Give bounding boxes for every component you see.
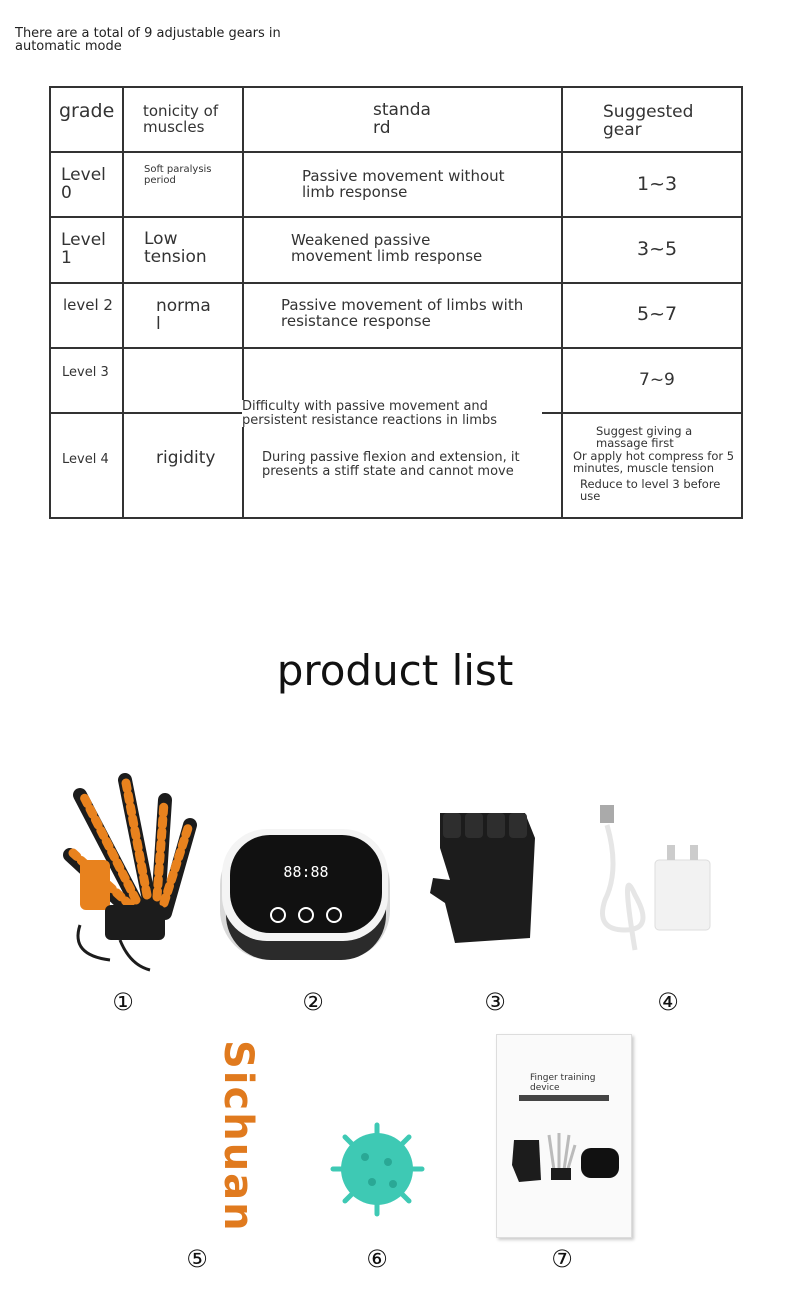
header-standard: standa rd [373, 100, 431, 138]
intro-text: There are a total of 9 adjustable gears in automatic mode [15, 26, 281, 54]
row3-standard: Difficulty with passive movement and persistent resistance reactions in limbs [242, 400, 542, 427]
gear-table [49, 86, 743, 519]
charger-cable-image [595, 800, 725, 965]
black-glove-image [425, 808, 545, 948]
row1-gear: 3~5 [637, 238, 678, 260]
number-5: ⑤ [186, 1245, 208, 1273]
row3-grade: Level 3 [62, 365, 109, 380]
controller-image [218, 825, 393, 970]
row2-standard: Passive movement of limbs with resistance response [281, 296, 524, 330]
massage-ball-image [330, 1122, 425, 1217]
row0-tonicity: Soft paralysis period [144, 164, 212, 186]
row4-standard: During passive flexion and extension, it presents a stiff state and cannot move [262, 450, 520, 479]
row4-gear-1: Suggest giving a massage first [596, 424, 693, 451]
manual-products-illustration [509, 1130, 621, 1190]
manual-band [519, 1095, 609, 1101]
row1-grade: Level 1 [61, 230, 106, 268]
row0-gear: 1~3 [637, 173, 678, 195]
number-2: ② [302, 988, 324, 1016]
row4-grade: Level 4 [62, 452, 109, 467]
row2-grade: level 2 [63, 296, 113, 314]
watermark-text: Sichuan [215, 1040, 261, 1233]
header-grade: grade [59, 100, 115, 122]
row0-standard: Passive movement without limb response [302, 167, 505, 201]
number-4: ④ [657, 988, 679, 1016]
row2-tonicity: norma l [156, 296, 211, 334]
number-7: ⑦ [551, 1245, 573, 1273]
row0-grade: Level 0 [61, 165, 106, 203]
product-list-title: product list [276, 646, 514, 695]
row4-gear-2: Or apply hot compress for 5 minutes, muscle tension [573, 449, 735, 476]
manual-image [496, 1034, 632, 1238]
row3-gear: 7~9 [639, 370, 675, 390]
header-tonicity: tonicity of muscles [143, 102, 219, 136]
row4-gear-3: Reduce to level 3 before use [580, 477, 721, 504]
robotic-glove-image [40, 765, 210, 975]
header-gear: Suggested gear [603, 102, 694, 140]
row4-tonicity: rigidity [156, 448, 216, 468]
row1-tonicity: Low tension [144, 229, 207, 267]
manual-title: Finger training device [530, 1073, 596, 1093]
row1-standard: Weakened passive movement limb response [291, 231, 483, 265]
row2-gear: 5~7 [637, 303, 678, 325]
number-1: ① [112, 988, 134, 1016]
number-6: ⑥ [366, 1245, 388, 1273]
number-3: ③ [484, 988, 506, 1016]
controller-display: 88:88 [283, 863, 329, 881]
